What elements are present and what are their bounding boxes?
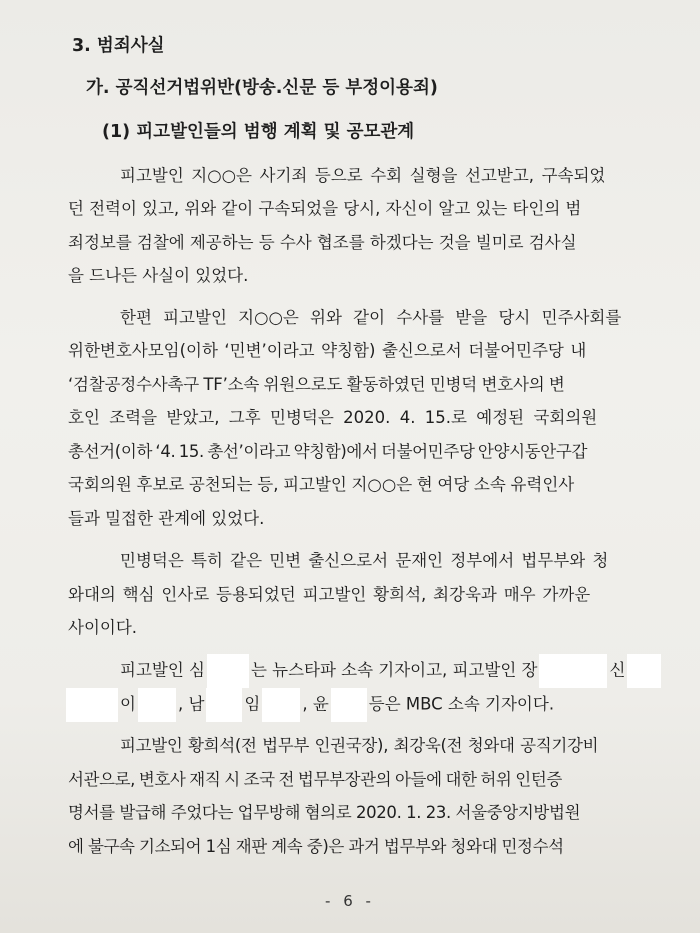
redaction-box [539,654,607,688]
redaction-box [206,688,242,722]
paragraph-line: 한편 피고발인 지○○은 위와 같이 수사를 받을 당시 민주사회를 [120,308,622,327]
paragraph-line [120,662,663,680]
redaction-box [207,654,249,688]
subsection-heading: 가. 공직선거법위반(방송.신문 등 부정이용죄) [86,78,438,98]
text-fragment: 피고발인 심 [120,660,205,680]
redaction-box [627,654,661,688]
text-fragment: 임 [244,694,261,714]
paragraph-line: 호인 조력을 받았고, 그후 민병덕은 2020. 4. 15.로 예정된 국회의원 [68,408,598,427]
redaction-box [262,688,300,722]
paragraph-line: 국회의원 후보로 공천되는 등, 피고발인 지○○은 현 여당 소속 유력인사 [68,475,575,494]
paragraph-line: 피고발인 황희석(전 법무부 인권국장), 최강욱(전 청와대 공직기강비 [120,736,599,755]
sub-subsection-heading: (1) 피고발인들의 범행 계획 및 공모관계 [102,122,415,142]
paragraph-line: 서관으로, 변호사 재직 시 조국 전 법무부장관의 아들에 대한 허위 인턴증 [68,770,562,789]
redaction-box [66,688,118,722]
paragraph-line: 던 전력이 있고, 위와 같이 구속되었을 당시, 자신이 알고 있는 타인의 범 [68,199,582,218]
paragraph-line: 에 불구속 기소되어 1심 재판 계속 중)은 과거 법무부와 청와대 민정수석 [68,837,564,856]
paragraph-line: 사이이다. [68,618,138,637]
paragraph-line: 을 드나든 사실이 있었다. [68,266,249,285]
paragraph-line: 명서를 발급해 주었다는 업무방해 혐의로 2020. 1. 23. 서울중앙지방법원 [68,803,581,822]
text-fragment: 는 뉴스타파 소속 기자이고, 피고발인 장 [250,660,538,680]
paragraph-line: ‘검찰공정수사촉구 TF’소속 위원으로도 활동하였던 민병덕 변호사의 변 [68,375,565,394]
paragraph-line [64,696,554,714]
text-fragment: , 윤 [302,694,329,714]
paragraph-line: 피고발인 지○○은 사기죄 등으로 수회 실형을 선고받고, 구속되었 [120,166,606,185]
section-heading: 3. 범죄사실 [72,36,165,56]
paragraph-line: 와대의 핵심 인사로 등용되었던 피고발인 황희석, 최강욱과 매우 가까운 [68,585,591,604]
paragraph-line: 위한변호사모임(이하 ‘민변’이라고 약칭함) 출신으로서 더불어민주당 내 [68,341,587,360]
text-fragment: 이 [120,694,136,714]
redaction-box [138,688,176,722]
text-fragment: 등은 MBC 소속 기자이다. [368,694,555,714]
redaction-box [331,688,367,722]
paragraph-line: 총선거(이하 ‘4. 15. 총선’이라고 약칭함)에서 더불어민주당 안양시동안구갑 [68,442,588,461]
paragraph-line: 들과 밀접한 관계에 있었다. [68,509,265,528]
paragraph-line: 죄정보를 검찰에 제공하는 등 수사 협조를 하겠다는 것을 빌미로 검사실 [68,233,577,252]
text-fragment: , 남 [177,694,205,714]
page-number: - 6 - [325,892,375,910]
text-fragment: 신 [609,660,626,680]
paragraph-line: 민병덕은 특히 같은 민변 출신으로서 문재인 정부에서 법무부와 청 [120,551,609,570]
